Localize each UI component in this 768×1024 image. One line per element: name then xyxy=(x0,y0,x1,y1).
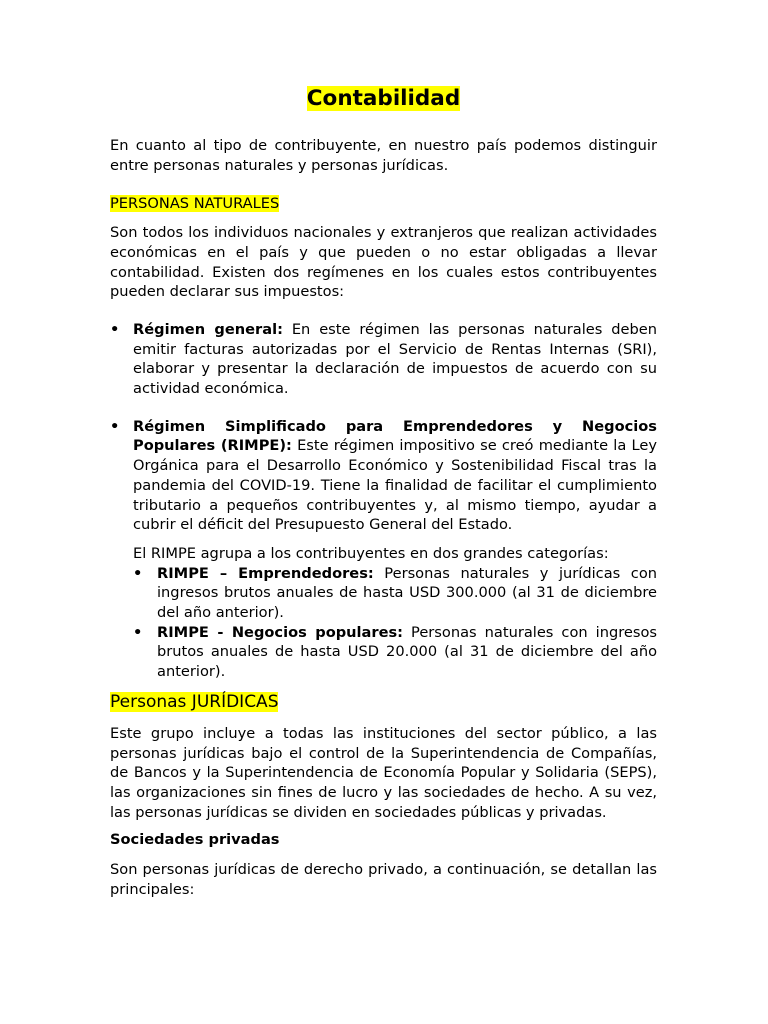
list-item-regimen-general xyxy=(110,320,657,399)
bullet-icon: • xyxy=(133,564,143,582)
rimpe-categories-list xyxy=(133,564,657,682)
personas-juridicas-paragraph: Este grupo incluye a todas las instituciones del sector público, a las personas jurídicas bajo el control de la Superintendencia de Compañías, de Bancos y la Superintendencia de Economía Popular y Solidaria (SEPS), las organizaciones sin fines de lucro y las sociedades de hecho. A su vez, las personas jurídicas se dividen en sociedades públicas y privadas. xyxy=(110,724,657,821)
bullet-icon: • xyxy=(110,320,120,338)
list-item-label: RIMPE - Negocios populares: xyxy=(157,623,404,641)
rimpe-intro-text: El RIMPE agrupa a los contribuyentes en dos grandes categorías: xyxy=(133,544,609,562)
bullet-icon: • xyxy=(110,417,120,435)
list-item-rimpe xyxy=(110,417,657,682)
personas-naturales-paragraph: Son todos los individuos nacionales y extranjeros que realizan actividades económicas en el país y que pueden o no estar obligadas a llevar contabilidad. Existen dos regímenes en los cuales estos contribuyentes pueden declarar sus impuestos: xyxy=(110,224,657,301)
sociedades-privadas-paragraph: Son personas jurídicas de derecho privado, a continuación, se detallan las principales: xyxy=(110,861,657,898)
intro-paragraph: En cuanto al tipo de contribuyente, en nuestro país podemos distinguir entre personas naturales y personas jurídicas. xyxy=(110,137,657,174)
title-text: Contabilidad xyxy=(306,86,461,111)
page-title xyxy=(110,84,657,114)
regimes-list xyxy=(110,320,657,682)
document-content xyxy=(110,84,657,900)
list-item-label: Régimen general: xyxy=(133,320,283,338)
list-item-label: RIMPE – Emprendedores: xyxy=(157,564,374,582)
subheading-sociedades-privadas: Sociedades privadas xyxy=(110,831,280,849)
list-item-label: Régimen Simplificado para Emprendedores y Negocios Populares (RIMPE): xyxy=(133,417,657,455)
section-heading-personas-naturales xyxy=(110,194,657,214)
bullet-icon: • xyxy=(133,623,143,641)
list-item-text: En este régimen las personas naturales deben emitir facturas autorizadas por el Servicio de Rentas Internas (SRI), elaborar y presentar la declaración de impuestos de acuerdo con su actividad económica. xyxy=(133,320,657,398)
section-heading-personas-juridicas xyxy=(110,690,657,714)
list-item-rimpe-negocios-populares xyxy=(133,623,657,682)
section-heading-text: PERSONAS NATURALES xyxy=(110,195,280,213)
list-item-text: Personas naturales y jurídicas con ingresos brutos anuales de hasta USD 300.000 (al 31 de diciembre del año anterior). xyxy=(157,564,658,622)
list-item-text: Personas naturales con ingresos brutos anuales de hasta USD 20.000 (al 31 de diciembre del año anterior). xyxy=(157,623,657,681)
list-item-text: Este régimen impositivo se creó mediante la Ley Orgánica para el Desarrollo Económico y Sostenibilidad Fiscal tras la pandemia del COVID-19. Tiene la finalidad de facilitar el cumplimiento tributario a pequeños contribuyentes y, al mismo tiempo, ayudar a cubrir el déficit del Presupuesto General del Estado. xyxy=(133,437,657,534)
section-heading-text: Personas JURÍDICAS xyxy=(110,691,279,712)
list-item-rimpe-emprendedores xyxy=(133,564,657,623)
